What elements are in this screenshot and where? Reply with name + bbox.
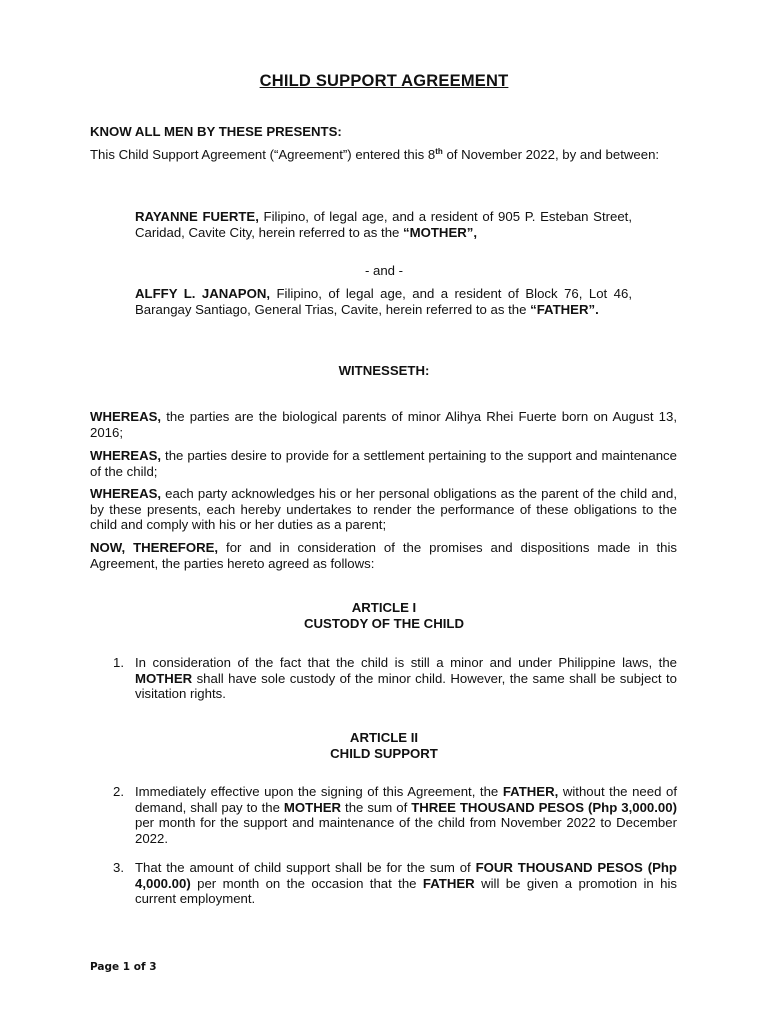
and-separator: - and - — [364, 263, 404, 278]
document-title: CHILD SUPPORT AGREEMENT — [259, 72, 509, 90]
party-father: ALFFY L. JANAPON, Filipino, of legal age, and a resident of Block 76, Lot 46, Barangay Santiago, General Trias, Cavite, herein referred to as the “FATHER”. — [135, 286, 632, 317]
opening-heading: KNOW ALL MEN BY THESE PRESENTS: — [90, 124, 342, 139]
article-2-title: CHILD SUPPORT — [330, 746, 438, 761]
page-number-footer: Page 1 of 3 — [90, 961, 157, 973]
article-1-number: ARTICLE I — [351, 600, 417, 615]
article-2-item-2: Immediately effective upon the signing of this Agreement, the FATHER, without the need of demand, shall pay to the MOTHER the sum of THREE THOUSAND PESOS (Php 3,000.00) per month for the support and maintenance of the child from November 2022 to December 2022. — [135, 784, 677, 846]
article-2-item-3: That the amount of child support shall be for the sum of FOUR THOUSAND PESOS (Php 4,000.00) per month on the occasion that the FATHER will be given a promotion in his current employment. — [135, 860, 677, 906]
intro-paragraph: This Child Support Agreement (“Agreement”) entered this 8th of November 2022, by and between: — [90, 147, 660, 162]
whereas-clause-2: WHEREAS, the parties desire to provide for a settlement pertaining to the support and maintenance of the child; — [90, 448, 677, 479]
article-1-item-1: In consideration of the fact that the child is still a minor and under Philippine laws, the MOTHER shall have sole custody of the minor child. However, the same shall be subject to visitation rights. — [135, 655, 677, 701]
witnesseth-heading: WITNESSETH: — [338, 363, 430, 378]
list-number-1: 1. — [113, 655, 124, 670]
list-number-3: 3. — [113, 860, 124, 875]
now-therefore-clause: NOW, THEREFORE, for and in consideration of the promises and dispositions made in this Agreement, the parties hereto agreed as follows: — [90, 540, 678, 571]
party-mother: RAYANNE FUERTE, Filipino, of legal age, and a resident of 905 P. Esteban Street, Caridad, Cavite City, herein referred to as the “MOTHER”, — [135, 209, 633, 240]
list-number-2: 2. — [113, 784, 124, 799]
article-1-title: CUSTODY OF THE CHILD — [304, 616, 464, 631]
article-2-number: ARTICLE II — [349, 730, 419, 745]
whereas-clause-3: WHEREAS, each party acknowledges his or her personal obligations as the parent of the child and, by these presents, each hereby undertakes to render the performance of these obligations to the child and comply with his or her duties as a parent; — [90, 486, 677, 532]
whereas-clause-1: WHEREAS, the parties are the biological parents of minor Alihya Rhei Fuerte born on August 13, 2016; — [90, 409, 677, 440]
